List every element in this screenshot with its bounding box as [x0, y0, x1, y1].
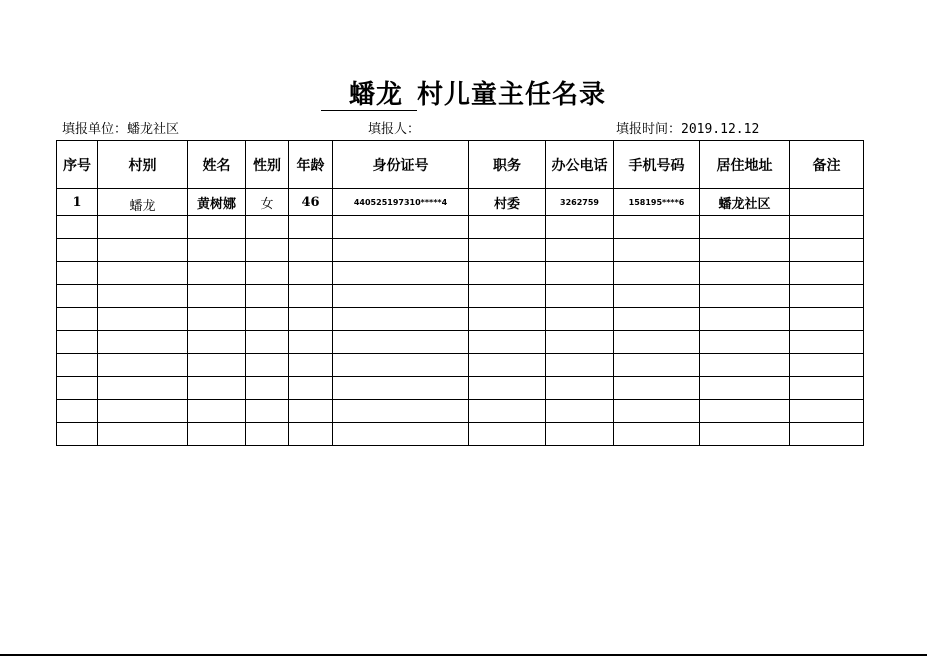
- empty-cell: [700, 239, 790, 262]
- empty-cell: [614, 308, 700, 331]
- empty-cell: [469, 331, 546, 354]
- empty-cell: [333, 354, 469, 377]
- empty-cell: [469, 262, 546, 285]
- empty-cell: [289, 308, 333, 331]
- empty-cell: [57, 423, 98, 446]
- header-office-phone: 办公电话: [546, 141, 614, 189]
- roster-table: [56, 140, 864, 446]
- empty-cell: [614, 400, 700, 423]
- empty-cell: [188, 308, 246, 331]
- empty-cell: [614, 239, 700, 262]
- header-id-number: 身份证号: [333, 141, 469, 189]
- empty-cell: [98, 354, 188, 377]
- empty-cell: [289, 262, 333, 285]
- header-age: 年龄: [289, 141, 333, 189]
- empty-cell: [188, 262, 246, 285]
- cell-age: 46: [289, 189, 333, 216]
- empty-cell: [700, 216, 790, 239]
- empty-cell: [246, 239, 289, 262]
- empty-cell: [333, 423, 469, 446]
- empty-cell: [614, 285, 700, 308]
- header-address: 居住地址: [700, 141, 790, 189]
- empty-cell: [57, 331, 98, 354]
- empty-cell: [546, 239, 614, 262]
- cell-gender: 女: [246, 189, 289, 216]
- empty-cell: [546, 216, 614, 239]
- empty-cell: [98, 377, 188, 400]
- empty-cell: [289, 354, 333, 377]
- empty-cell: [790, 377, 864, 400]
- empty-cell: [614, 216, 700, 239]
- empty-cell: [246, 400, 289, 423]
- empty-cell: [700, 423, 790, 446]
- cell-position: 村委: [469, 189, 546, 216]
- empty-cell: [98, 400, 188, 423]
- empty-cell: [188, 216, 246, 239]
- empty-cell: [614, 262, 700, 285]
- empty-cell: [188, 285, 246, 308]
- title-village-name: 蟠龙: [321, 80, 417, 111]
- cell-remarks: [790, 189, 864, 216]
- empty-cell: [188, 331, 246, 354]
- table-header-row: [57, 141, 864, 189]
- cell-mobile: 158195****6: [614, 189, 700, 216]
- cell-serial: 1: [57, 189, 98, 216]
- cell-address: 蟠龙社区: [700, 189, 790, 216]
- empty-cell: [546, 308, 614, 331]
- empty-cell: [98, 262, 188, 285]
- empty-cell: [790, 239, 864, 262]
- empty-cell: [57, 239, 98, 262]
- empty-cell: [546, 331, 614, 354]
- empty-cell: [57, 262, 98, 285]
- reporter: 填报人：: [368, 122, 421, 137]
- empty-cell: [333, 262, 469, 285]
- empty-cell: [57, 216, 98, 239]
- header-gender: 性别: [246, 141, 289, 189]
- empty-cell: [246, 285, 289, 308]
- empty-cell: [98, 331, 188, 354]
- empty-cell: [98, 423, 188, 446]
- empty-cell: [700, 262, 790, 285]
- empty-cell: [790, 262, 864, 285]
- empty-cell: [98, 285, 188, 308]
- empty-table-row: [57, 285, 864, 308]
- empty-cell: [469, 308, 546, 331]
- empty-cell: [790, 285, 864, 308]
- empty-table-row: [57, 216, 864, 239]
- empty-cell: [469, 216, 546, 239]
- header-village: 村别: [98, 141, 188, 189]
- table-row: [57, 189, 864, 216]
- empty-cell: [188, 354, 246, 377]
- empty-cell: [700, 285, 790, 308]
- header-remarks: 备注: [790, 141, 864, 189]
- empty-cell: [246, 423, 289, 446]
- empty-cell: [188, 423, 246, 446]
- empty-cell: [700, 331, 790, 354]
- empty-cell: [546, 285, 614, 308]
- empty-cell: [469, 423, 546, 446]
- empty-cell: [790, 308, 864, 331]
- empty-cell: [546, 262, 614, 285]
- empty-cell: [469, 354, 546, 377]
- header-name: 姓名: [188, 141, 246, 189]
- empty-cell: [57, 400, 98, 423]
- empty-cell: [790, 331, 864, 354]
- empty-cell: [333, 308, 469, 331]
- header-position: 职务: [469, 141, 546, 189]
- empty-cell: [289, 400, 333, 423]
- empty-cell: [546, 400, 614, 423]
- empty-cell: [246, 377, 289, 400]
- empty-cell: [333, 331, 469, 354]
- page-title: [0, 78, 927, 112]
- empty-cell: [188, 377, 246, 400]
- empty-cell: [333, 285, 469, 308]
- empty-cell: [289, 331, 333, 354]
- empty-cell: [57, 377, 98, 400]
- empty-cell: [333, 239, 469, 262]
- empty-cell: [546, 354, 614, 377]
- empty-cell: [700, 377, 790, 400]
- empty-cell: [700, 400, 790, 423]
- empty-cell: [700, 308, 790, 331]
- empty-cell: [546, 423, 614, 446]
- empty-cell: [546, 377, 614, 400]
- header-mobile: 手机号码: [614, 141, 700, 189]
- empty-cell: [246, 262, 289, 285]
- reporting-unit: 填报单位：蟠龙社区: [62, 122, 180, 137]
- empty-cell: [246, 331, 289, 354]
- empty-table-row: [57, 308, 864, 331]
- empty-cell: [188, 400, 246, 423]
- empty-table-row: [57, 239, 864, 262]
- empty-cell: [790, 216, 864, 239]
- empty-table-row: [57, 377, 864, 400]
- empty-cell: [289, 216, 333, 239]
- empty-cell: [98, 308, 188, 331]
- empty-cell: [98, 239, 188, 262]
- empty-cell: [614, 377, 700, 400]
- empty-cell: [469, 400, 546, 423]
- empty-cell: [469, 377, 546, 400]
- empty-cell: [469, 239, 546, 262]
- empty-table-row: [57, 423, 864, 446]
- empty-cell: [469, 285, 546, 308]
- header-serial: 序号: [57, 141, 98, 189]
- empty-table-row: [57, 400, 864, 423]
- empty-cell: [790, 354, 864, 377]
- empty-table-row: [57, 262, 864, 285]
- empty-cell: [246, 354, 289, 377]
- empty-cell: [614, 354, 700, 377]
- empty-cell: [790, 423, 864, 446]
- empty-table-row: [57, 354, 864, 377]
- empty-cell: [98, 216, 188, 239]
- empty-cell: [614, 423, 700, 446]
- empty-cell: [700, 354, 790, 377]
- cell-village: 蟠龙: [98, 189, 188, 216]
- cell-name: 黄树娜: [188, 189, 246, 216]
- cell-id-number: 440525197310*****4: [333, 189, 469, 216]
- empty-cell: [57, 308, 98, 331]
- empty-cell: [614, 331, 700, 354]
- empty-cell: [289, 285, 333, 308]
- cell-office-phone: 3262759: [546, 189, 614, 216]
- report-time: 填报时间：2019.12.12: [616, 122, 760, 137]
- empty-cell: [790, 400, 864, 423]
- empty-table-row: [57, 331, 864, 354]
- empty-cell: [333, 377, 469, 400]
- empty-cell: [289, 239, 333, 262]
- empty-cell: [57, 285, 98, 308]
- title-suffix: 村儿童主任名录: [417, 80, 607, 110]
- empty-cell: [289, 377, 333, 400]
- empty-cell: [246, 308, 289, 331]
- empty-cell: [333, 400, 469, 423]
- empty-cell: [57, 354, 98, 377]
- empty-cell: [188, 239, 246, 262]
- empty-cell: [289, 423, 333, 446]
- empty-cell: [246, 216, 289, 239]
- empty-cell: [333, 216, 469, 239]
